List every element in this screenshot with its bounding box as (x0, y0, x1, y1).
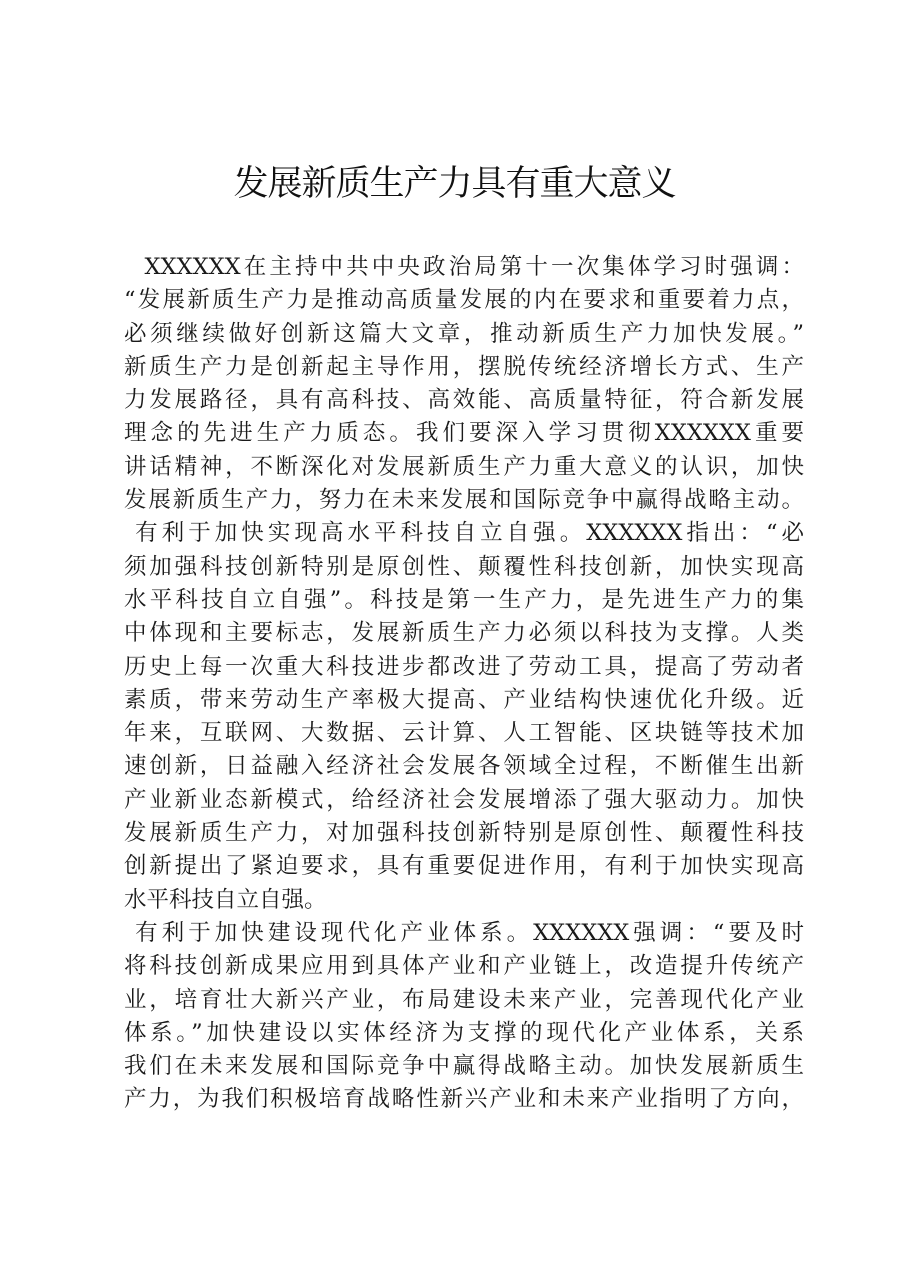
body-line: 年来，互联网、大数据、云计算、人工智能、区块链等技术加 (124, 720, 804, 747)
body-line: 将科技创新成果应用到具体产业和产业链上，改造提升传统产 (124, 953, 804, 980)
body-line: 体系。”加快建设以实体经济为支撑的现代化产业体系，关系 (124, 1019, 804, 1046)
document-title: 发展新质生产力具有重大意义 (233, 164, 676, 204)
body-line: 发展新质生产力，努力在未来发展和国际竞争中赢得战略主动。 (124, 487, 804, 514)
body-line: 须加强科技创新特别是原创性、颠覆性科技创新，加快实现高 (124, 553, 804, 580)
body-line: 速创新，日益融入经济社会发展各领域全过程，不断催生出新 (124, 753, 804, 780)
body-line: 有利于加快实现高水平科技自立自强。XXXXXX指出：“必 (124, 520, 804, 547)
body-line: 水平科技自立自强。 (124, 886, 327, 913)
body-line: 我们在未来发展和国际竞争中赢得战略主动。加快发展新质生 (124, 1053, 804, 1080)
body-line: 必须继续做好创新这篇大文章，推动新质生产力加快发展。” (124, 320, 804, 347)
body-line: 有利于加快建设现代化产业体系。XXXXXX强调：“要及时 (124, 919, 804, 946)
body-line: 素质，带来劳动生产率极大提高、产业结构快速优化升级。近 (124, 686, 804, 713)
body-line: 历史上每一次重大科技进步都改进了劳动工具，提高了劳动者 (124, 653, 804, 680)
body-line: 力发展路径，具有高科技、高效能、高质量特征，符合新发展 (124, 387, 804, 414)
body-line: 新质生产力是创新起主导作用，摆脱传统经济增长方式、生产 (124, 353, 804, 380)
body-line: 业，培育壮大新兴产业，布局建设未来产业，完善现代化产业 (124, 986, 804, 1013)
body-line: 中体现和主要标志，发展新质生产力必须以科技为支撑。人类 (124, 620, 804, 647)
body-line: 产力，为我们积极培育战略性新兴产业和未来产业指明了方向， (124, 1086, 804, 1113)
body-line: 创新提出了紧迫要求，具有重要促进作用，有利于加快实现高 (124, 853, 804, 880)
body-line: 发展新质生产力，对加强科技创新特别是原创性、颠覆性科技 (124, 820, 804, 847)
body-line: XXXXXX在主持中共中央政治局第十一次集体学习时强调： (124, 254, 804, 280)
body-line: 产业新业态新模式，给经济社会发展增添了强大驱动力。加快 (124, 786, 804, 813)
body-line: 理念的先进生产力质态。我们要深入学习贯彻XXXXXX重要 (124, 420, 804, 447)
body-line: “发展新质生产力是推动高质量发展的内在要求和重要着力点， (124, 287, 804, 314)
body-line: 水平科技自立自强”。科技是第一生产力，是先进生产力的集 (124, 586, 804, 613)
body-line: 讲话精神，不断深化对发展新质生产力重大意义的认识，加快 (124, 453, 804, 480)
document-body (124, 251, 804, 1117)
